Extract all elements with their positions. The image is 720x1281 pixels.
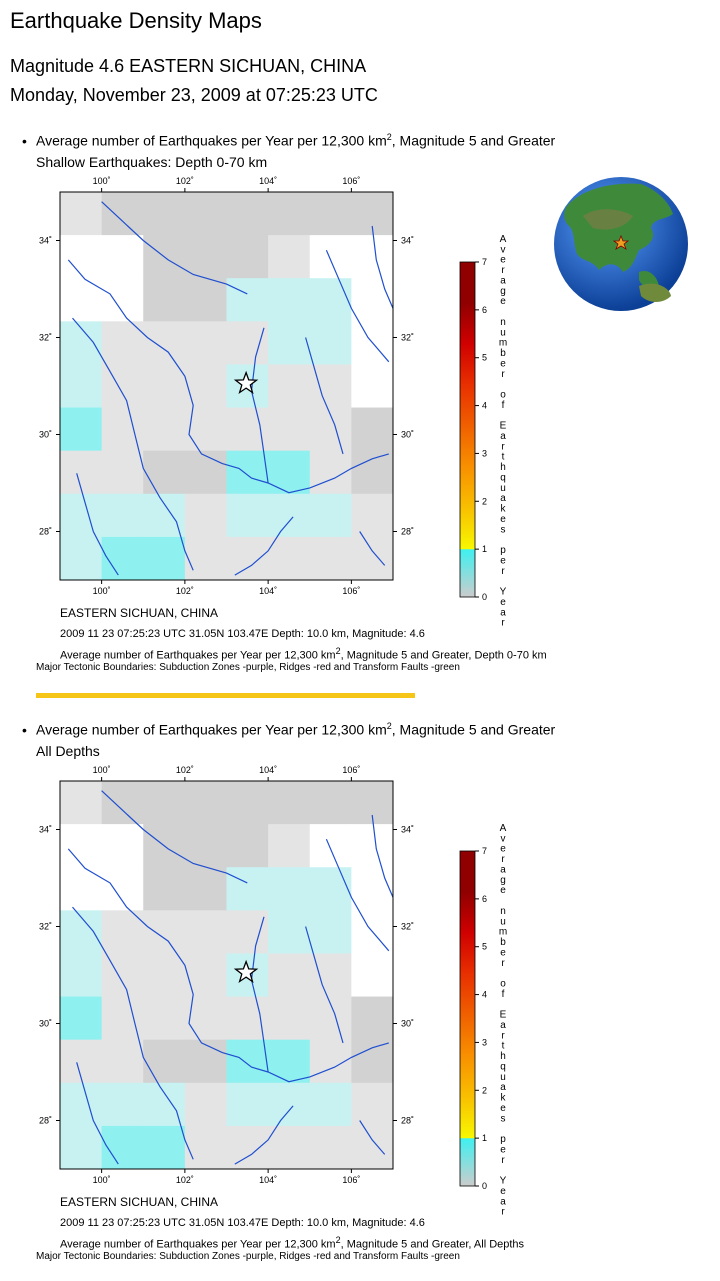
- density-cell: [310, 867, 352, 911]
- lon-tick-label-bottom: 106˚: [342, 1175, 361, 1185]
- density-cell: [143, 867, 185, 911]
- lon-tick-label-top: 102˚: [175, 176, 194, 186]
- caption-region: EASTERN SICHUAN, CHINA: [60, 1195, 219, 1209]
- density-cell: [268, 364, 310, 408]
- legend-title-char: a: [500, 1196, 506, 1208]
- legend-title-char: e: [500, 513, 506, 525]
- density-cell: [60, 364, 102, 408]
- shallow-section: [0, 132, 720, 677]
- lon-tick-label-top: 100˚: [92, 765, 111, 775]
- lon-tick-label-top: 106˚: [342, 176, 361, 186]
- density-cell: [102, 1040, 144, 1084]
- density-cell: [143, 278, 185, 322]
- legend-title-char: r: [501, 957, 505, 969]
- density-cell: [185, 364, 227, 408]
- density-cell: [351, 1083, 393, 1127]
- legend-title-char: r: [501, 368, 505, 380]
- legend-title-char: r: [501, 1154, 505, 1166]
- density-cell: [102, 235, 144, 279]
- density-cell: [227, 451, 269, 495]
- density-cell: [143, 1040, 185, 1084]
- density-cell: [268, 1040, 310, 1084]
- legend-title-char: k: [500, 503, 506, 515]
- density-cell: [60, 781, 102, 825]
- legend-title-char: a: [500, 864, 506, 876]
- legend-title-char: e: [500, 596, 506, 608]
- density-cell: [143, 1126, 185, 1170]
- legend-title-char: a: [500, 275, 506, 287]
- density-cell: [268, 910, 310, 954]
- legend-tick-label: 0: [482, 592, 488, 602]
- density-cell: [351, 278, 393, 322]
- density-cell: [102, 451, 144, 495]
- legend-tick-label: 4: [482, 989, 488, 1000]
- legend-tick-label: 5: [482, 941, 488, 952]
- legend-tick-label: 2: [482, 1085, 488, 1096]
- density-cell: [310, 537, 352, 581]
- density-cell: [185, 494, 227, 538]
- legend-title-char: Y: [499, 1175, 507, 1187]
- density-cell: [143, 537, 185, 581]
- lat-tick-label-right: 30˚: [401, 1018, 415, 1029]
- legend-title-char: q: [500, 472, 506, 484]
- legend-title-char: a: [500, 431, 506, 442]
- legend-title-char: e: [500, 254, 506, 266]
- legend-title-char: A: [499, 234, 507, 245]
- caption-event: 2009 11 23 07:25:23 UTC 31.05N 103.47E Depth: 10.0 km, Magnitude: 4.6: [60, 628, 425, 640]
- legend-title-char: f: [501, 399, 505, 411]
- legend-title-char: v: [500, 833, 506, 845]
- section-subheading: All Depths: [36, 743, 100, 759]
- legend-tick-label: 7: [482, 257, 488, 267]
- legend-title-char: e: [500, 1102, 506, 1114]
- lat-tick-label-left: 34˚: [38, 824, 52, 835]
- density-cell: [268, 494, 310, 538]
- density-cell: [227, 824, 269, 868]
- legend-title-char: v: [500, 244, 506, 256]
- event-date: Monday, November 23, 2009 at 07:25:23 UTC: [10, 85, 378, 105]
- lat-tick-label-right: 34˚: [401, 235, 415, 246]
- density-cell: [185, 321, 227, 365]
- density-cell: [60, 997, 102, 1041]
- lat-tick-label-left: 32˚: [38, 921, 52, 932]
- density-cell: [60, 824, 102, 868]
- density-cell: [102, 192, 144, 236]
- density-cell: [185, 451, 227, 495]
- density-cell: [310, 408, 352, 452]
- legend-tick-label: 3: [482, 448, 488, 459]
- density-cell: [185, 910, 227, 954]
- density-cell: [185, 235, 227, 279]
- density-map-shallow: [0, 170, 720, 650]
- density-cell: [268, 824, 310, 868]
- density-cell: [143, 192, 185, 236]
- legend-title-char: m: [498, 337, 508, 349]
- density-cell: [310, 997, 352, 1041]
- legend-tick-label: 6: [482, 893, 488, 904]
- section-divider: [36, 693, 415, 698]
- legend-title-char: a: [500, 607, 506, 619]
- legend-title-char: h: [500, 462, 506, 474]
- page-title: Earthquake Density Maps: [10, 8, 262, 33]
- legend-title-char: k: [500, 1092, 506, 1104]
- lon-tick-label-bottom: 102˚: [175, 1175, 194, 1185]
- density-cell: [351, 235, 393, 279]
- lat-tick-label-right: 28˚: [401, 1115, 415, 1126]
- density-cell: [227, 781, 269, 825]
- density-cell: [310, 910, 352, 954]
- legend-title-char: r: [501, 1206, 505, 1218]
- legend-title-char: n: [500, 316, 506, 328]
- density-cell: [185, 192, 227, 236]
- legend-title-char: m: [498, 926, 508, 938]
- density-cell: [60, 953, 102, 997]
- lat-tick-label-left: 28˚: [38, 1115, 52, 1126]
- legend-title-char: q: [500, 1061, 506, 1073]
- caption-event: 2009 11 23 07:25:23 UTC 31.05N 103.47E Depth: 10.0 km, Magnitude: 4.6: [60, 1217, 425, 1229]
- legend-title-char: r: [501, 617, 505, 629]
- density-cell: [185, 953, 227, 997]
- density-cell: [268, 235, 310, 279]
- legend-tick-label: 5: [482, 352, 488, 363]
- density-cell: [227, 1126, 269, 1170]
- density-cell: [351, 867, 393, 911]
- density-cell: [102, 278, 144, 322]
- density-cell: [351, 494, 393, 538]
- density-cell: [143, 451, 185, 495]
- density-cell: [185, 781, 227, 825]
- density-cell: [143, 408, 185, 452]
- density-cell: [310, 1083, 352, 1127]
- density-cell: [185, 867, 227, 911]
- density-cell: [143, 321, 185, 365]
- legend-tick-label: 2: [482, 496, 488, 507]
- legend-title-char: e: [500, 885, 506, 897]
- lon-tick-label-bottom: 106˚: [342, 586, 361, 596]
- density-cell: [143, 910, 185, 954]
- legend-tick-label: 1: [482, 1133, 488, 1144]
- density-cell: [268, 321, 310, 365]
- section-subheading: Shallow Earthquakes: Depth 0-70 km: [36, 154, 268, 170]
- lat-tick-label-right: 32˚: [401, 921, 415, 932]
- legend-title-char: b: [500, 348, 506, 360]
- lon-tick-label-bottom: 104˚: [259, 586, 278, 596]
- density-cell: [310, 235, 352, 279]
- legend-title-char: A: [499, 823, 507, 834]
- legend-title-char: b: [500, 937, 506, 949]
- density-cell: [268, 408, 310, 452]
- density-grid: [60, 781, 394, 1170]
- density-cell: [268, 1083, 310, 1127]
- legend-title-char: e: [500, 1144, 506, 1156]
- density-cell: [268, 1126, 310, 1170]
- lat-tick-label-left: 34˚: [38, 235, 52, 246]
- density-cell: [310, 494, 352, 538]
- legend-title-char: e: [500, 555, 506, 567]
- density-cell: [185, 1040, 227, 1084]
- legend-tick-label: 0: [482, 1181, 488, 1191]
- lon-tick-label-bottom: 100˚: [92, 1175, 111, 1185]
- lat-tick-label-left: 32˚: [38, 332, 52, 343]
- lat-tick-label-right: 34˚: [401, 824, 415, 835]
- density-cell: [60, 192, 102, 236]
- density-cell: [143, 953, 185, 997]
- lon-tick-label-top: 104˚: [259, 176, 278, 186]
- legend-title-char: e: [500, 296, 506, 308]
- density-cell: [310, 781, 352, 825]
- lon-tick-label-top: 102˚: [175, 765, 194, 775]
- event-title: Magnitude 4.6 EASTERN SICHUAN, CHINA: [10, 56, 367, 76]
- legend-title-char: u: [500, 1071, 506, 1083]
- legend-title-char: e: [500, 1185, 506, 1197]
- legend-title-char: p: [500, 545, 506, 557]
- density-cell: [102, 867, 144, 911]
- density-cell: [268, 867, 310, 911]
- legend-title-char: t: [501, 1040, 505, 1052]
- legend-title-char: a: [500, 1082, 506, 1094]
- lat-tick-label-right: 32˚: [401, 332, 415, 343]
- density-cell: [102, 364, 144, 408]
- density-cell: [310, 321, 352, 365]
- density-cell: [60, 278, 102, 322]
- legend-title-char: u: [500, 482, 506, 494]
- density-cell: [60, 494, 102, 538]
- legend-tick-label: 7: [482, 846, 488, 856]
- legend-title-char: r: [501, 854, 505, 866]
- legend-title-char: r: [501, 565, 505, 577]
- density-cell: [227, 1040, 269, 1084]
- lat-tick-label-right: 30˚: [401, 429, 415, 440]
- legend-title-char: o: [500, 978, 506, 990]
- lon-tick-label-top: 104˚: [259, 765, 278, 775]
- density-cell: [227, 867, 269, 911]
- density-cell: [60, 867, 102, 911]
- density-cell: [310, 364, 352, 408]
- density-cell: [185, 408, 227, 452]
- density-cell: [227, 278, 269, 322]
- density-cell: [102, 781, 144, 825]
- density-cell: [351, 1040, 393, 1084]
- lon-tick-label-bottom: 102˚: [175, 586, 194, 596]
- legend-title-char: e: [500, 358, 506, 370]
- density-cell: [310, 192, 352, 236]
- legend-color-bar: [460, 851, 475, 1186]
- legend-tick-label: 3: [482, 1037, 488, 1048]
- density-cell: [102, 953, 144, 997]
- legend-title-char: s: [500, 1113, 506, 1125]
- caption-tectonic: Major Tectonic Boundaries: Subduction Zones -purple, Ridges -red and Transform Faults -green: [36, 1251, 460, 1262]
- density-cell: [351, 997, 393, 1041]
- caption-description: Average number of Earthquakes per Year per 12,300 $km^2$, Magnitude 5 and Greater, Depth 0-70 km: [60, 646, 547, 662]
- legend-title-char: e: [500, 843, 506, 855]
- density-cell: [268, 451, 310, 495]
- caption-description: Average number of Earthquakes per Year per 12,300 $km^2$, Magnitude 5 and Greater, All Depths: [60, 1235, 525, 1251]
- density-cell: [102, 824, 144, 868]
- legend-title-char: f: [501, 988, 505, 1000]
- section-heading: • Average number of Earthquakes per Year per 12,300 $km^2$, Magnitude 5 and Greater: [22, 721, 556, 738]
- density-cell: [60, 408, 102, 452]
- density-cell: [310, 1126, 352, 1170]
- density-cell: [185, 1126, 227, 1170]
- caption-region: EASTERN SICHUAN, CHINA: [60, 606, 219, 620]
- legend-title-char: Y: [499, 586, 507, 598]
- legend-title-char: E: [499, 1009, 507, 1021]
- lon-tick-label-top: 100˚: [92, 176, 111, 186]
- legend-title-char: r: [501, 265, 505, 277]
- legend-title: [499, 234, 507, 629]
- density-cell: [227, 235, 269, 279]
- density-cell: [102, 1083, 144, 1127]
- density-cell: [268, 192, 310, 236]
- legend-tick-label: 1: [482, 544, 488, 555]
- legend-title-char: g: [500, 874, 506, 886]
- density-cell: [227, 192, 269, 236]
- legend-color-bar: [460, 262, 475, 597]
- density-cell: [185, 997, 227, 1041]
- density-cell: [351, 364, 393, 408]
- lat-tick-label-left: 30˚: [38, 429, 52, 440]
- legend-title-char: o: [500, 389, 506, 401]
- density-cell: [185, 1083, 227, 1127]
- legend-title-char: r: [501, 441, 505, 453]
- legend-title-char: r: [501, 1030, 505, 1042]
- density-cell: [268, 537, 310, 581]
- density-cell: [185, 537, 227, 581]
- density-cell: [60, 1126, 102, 1170]
- density-cell: [185, 824, 227, 868]
- lat-tick-label-left: 30˚: [38, 1018, 52, 1029]
- density-cell: [351, 953, 393, 997]
- legend-title-char: a: [500, 493, 506, 505]
- density-cell: [351, 1126, 393, 1170]
- density-cell: [227, 494, 269, 538]
- density-cell: [351, 537, 393, 581]
- legend-title-char: E: [499, 420, 507, 432]
- lon-tick-label-top: 106˚: [342, 765, 361, 775]
- legend-tick-label: 6: [482, 304, 488, 315]
- density-cell: [268, 997, 310, 1041]
- density-cell: [227, 537, 269, 581]
- density-cell: [310, 824, 352, 868]
- density-cell: [227, 1083, 269, 1127]
- density-cell: [60, 235, 102, 279]
- density-cell: [60, 537, 102, 581]
- lat-tick-label-right: 28˚: [401, 526, 415, 537]
- legend-title-char: e: [500, 947, 506, 959]
- density-cell: [185, 278, 227, 322]
- legend-title-char: a: [500, 1020, 506, 1031]
- density-cell: [102, 494, 144, 538]
- density-cell: [143, 364, 185, 408]
- density-cell: [268, 953, 310, 997]
- legend-title-char: n: [500, 905, 506, 917]
- density-cell: [227, 910, 269, 954]
- legend-title-char: p: [500, 1134, 506, 1146]
- lon-tick-label-bottom: 104˚: [259, 1175, 278, 1185]
- all-depths-section: [0, 721, 720, 1266]
- density-cell: [268, 278, 310, 322]
- density-cell: [351, 451, 393, 495]
- density-cell: [143, 781, 185, 825]
- legend-title: [499, 823, 507, 1218]
- legend-title-char: h: [500, 1051, 506, 1063]
- density-cell: [60, 1083, 102, 1127]
- density-cell: [227, 321, 269, 365]
- bullet-icon: •: [22, 721, 27, 738]
- legend-title-char: s: [500, 524, 506, 536]
- legend-tick-label: 4: [482, 400, 488, 411]
- density-map-all-depths: [0, 759, 720, 1239]
- density-grid: [60, 192, 394, 581]
- density-cell: [351, 408, 393, 452]
- density-cell: [143, 997, 185, 1041]
- legend-title-char: t: [501, 451, 505, 463]
- density-cell: [310, 953, 352, 997]
- density-cell: [351, 824, 393, 868]
- legend: [460, 234, 507, 629]
- legend: [460, 823, 507, 1218]
- density-cell: [268, 781, 310, 825]
- lon-tick-label-bottom: 100˚: [92, 586, 111, 596]
- legend-title-char: g: [500, 285, 506, 297]
- legend-title-char: u: [500, 327, 506, 339]
- section-heading: • Average number of Earthquakes per Year per 12,300 $km^2$, Magnitude 5 and Greater: [22, 132, 556, 149]
- lat-tick-label-left: 28˚: [38, 526, 52, 537]
- caption-tectonic: Major Tectonic Boundaries: Subduction Zones -purple, Ridges -red and Transform Faults -green: [36, 662, 460, 673]
- bullet-icon: •: [22, 132, 27, 149]
- legend-title-char: u: [500, 916, 506, 928]
- density-cell: [310, 278, 352, 322]
